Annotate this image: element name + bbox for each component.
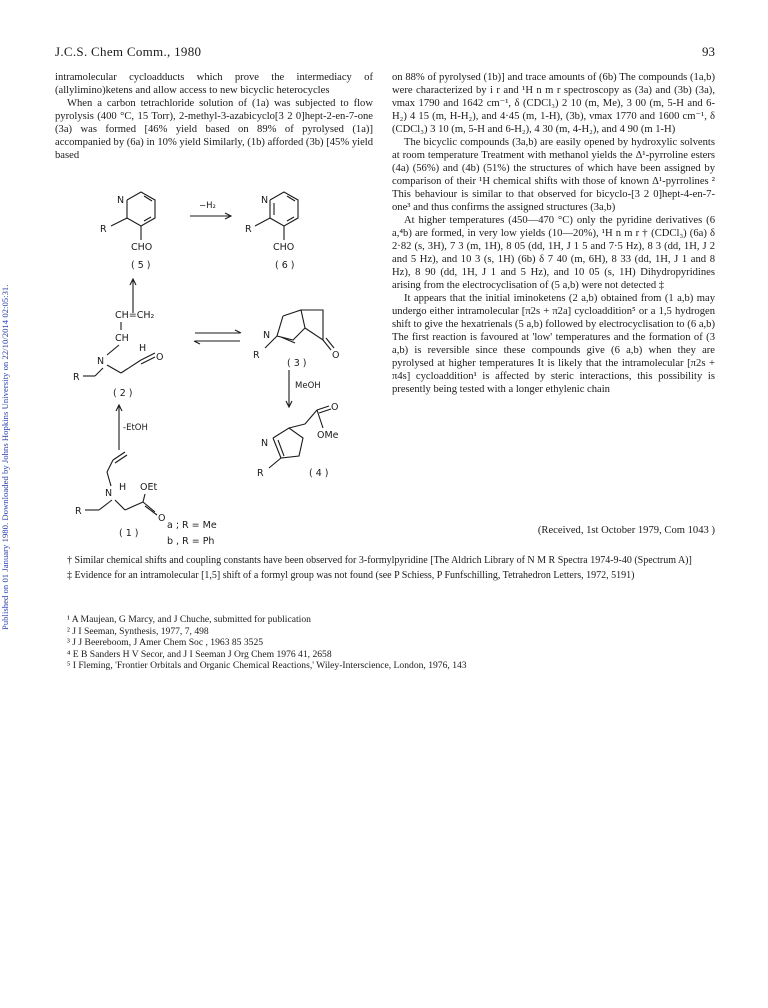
- cho-group: CHO: [273, 242, 295, 253]
- paragraph: intramolecular cycloadducts which prove the intermediacy of (allylimino)ketens and allow access to new bicyclic heterocycles: [55, 72, 373, 96]
- compound-6-label: ( 6 ): [275, 260, 295, 271]
- left-column: [55, 71, 373, 162]
- compound-5: [100, 192, 155, 271]
- minus-h2-label: −H₂: [199, 201, 216, 211]
- compound-2-label: ( 2 ): [113, 388, 133, 399]
- paragraph: At higher temperatures (450—470 °C) only the pyridine derivatives (6 a,⁴b) are formed, in very low yields (10—20%), ¹H n m r † (CDCl₃) (6a) δ 2·82 (s, 3H), 7 3 (m, 1H), 8 05 (dd, 1H, J 1 5 and 7·5 Hz), 8 3 (dd, 1H, J 2 and 5 Hz), and 10 3 (s, 1H) (6b) δ 7 40 (m, 6H), 8 33 (dd, 1H, J 1 and 8 Hz), 8 90 (dd, 1H, J 1 and 5 Hz), and 10 05 (s, 1H) Dihydropyridines arising from the electrocyclisation of (5 a,b) were not detected ‡: [392, 215, 715, 291]
- cho-group: CHO: [131, 242, 153, 253]
- paragraph: The bicyclic compounds (3a,b) are easily opened by hydroxylic solvents at room temperature Treatment with methanol yields the Δ¹-pyrroline esters (4a) (56%) and (4b) (51%) the structures of which have been assigned by comparison of their ¹H chemical shifts with those of known Δ¹-pyrrolines ² This behaviour is similar to that observed for bicyclo-[3 2 0]hept-4-en-7-one³ and thus confirms the assigned structures (3a,b): [392, 137, 715, 213]
- ch-eq-ch2: CH=CH₂: [115, 310, 155, 321]
- r-group: R: [245, 224, 252, 235]
- minus-etoh-label: -EtOH: [123, 423, 148, 433]
- received-date: (Received, 1st October 1979, Com 1043 ): [537, 525, 715, 536]
- footnotes: [55, 555, 715, 585]
- h-atom: H: [119, 482, 127, 493]
- substituent-b: b , R = Ph: [167, 536, 215, 547]
- n-atom: N: [261, 195, 269, 206]
- r-group: R: [100, 224, 107, 235]
- download-notice: Published on 01 January 1980. Downloaded by Johns Hopkins University on 22/10/2014 02:05:31.: [0, 284, 10, 630]
- compound-4-label: ( 4 ): [309, 468, 329, 479]
- r-group: R: [75, 506, 82, 517]
- reference-item: ² J I Seeman, Synthesis, 1977, 7, 498: [67, 625, 209, 637]
- paragraph: on 88% of pyrolysed (1b)] and trace amounts of (6b) The compounds (1a,b) were characterized by i r and ¹H n m r spectroscopy as (3a) and (3b) (3a), νmax 1790 and 1642 cm⁻¹, δ (CDCl₃) 2 10 (m, Me), 3 00 (m, 5-H and 6-H₂) 4 15 (m, H-H₂), and 4·45 (m, 1-H), (3b), νmax 1770 and 1600 cm⁻¹, δ (CDCl₃) 3 10 (m, 5-H and 6-H₂), 4 30 (m, 4-H₂), and 4 90 (m 1-H): [392, 72, 715, 135]
- reference-item: ¹ A Maujean, G Marcy, and J Chuche, submitted for publication: [67, 614, 311, 625]
- o-atom: O: [332, 350, 340, 361]
- compound-5-label: ( 5 ): [131, 260, 151, 271]
- o-atom: O: [156, 352, 164, 363]
- reference-item: ³ J J Beereboom, J Amer Chem Soc , 1963 85 3525: [67, 637, 264, 649]
- compound-4: [257, 402, 339, 479]
- right-column: [392, 71, 715, 396]
- journal-title: J.C.S. Chem Comm., 1980: [55, 44, 202, 59]
- paragraph: When a carbon tetrachloride solution of (1a) was subjected to flow pyrolysis (400 °C, 15 Torr), 2-methyl-3-azabicyclo[3 2 0]hept-2-en-7-one (3a) was formed [46% yield based on 89% of pyrolysed (1a)] accompanied by (6a) in 10% yield Similarly, (1b) afforded (3b) [45% yield based: [55, 98, 374, 161]
- r-group: R: [73, 372, 80, 383]
- compound-6: [245, 192, 298, 271]
- n-atom: N: [105, 488, 113, 499]
- o-atom: O: [158, 513, 166, 524]
- page-header: [55, 44, 715, 60]
- r-group: R: [253, 350, 260, 361]
- compound-2: [73, 310, 163, 399]
- compound-3: [253, 310, 339, 369]
- n-atom: N: [263, 330, 271, 341]
- n-atom: N: [97, 356, 105, 367]
- o-atom: O: [331, 402, 339, 413]
- compound-1: [75, 452, 165, 539]
- r-group: R: [257, 468, 264, 479]
- h-atom: H: [139, 343, 147, 354]
- compound-1-label: ( 1 ): [119, 528, 139, 539]
- paragraph: It appears that the initial iminoketens (2 a,b) obtained from (1 a,b) may undergo either intramolecular [π2s + π2a] cycloaddition⁵ or a 1,5 hydrogen shift to give the hexatrienals (5 a,b) followed by electrocyclisation to (6 a,b) The first reaction is favoured at 'low' temperatures and the formation of (3 a,b) is reversible since these compounds give (6 a,b) when they are pyrolysed at higher temperatures It is likely that the intramolecular [π2s + π4s] cycloaddition¹ is affected by steric interactions, this possibility is presently being tested with a longer ethylenic chain: [392, 293, 715, 395]
- footnote: † Similar chemical shifts and coupling constants have been observed for 3-formylpyridine [The Aldrich Library of N M R Spectra 1974-9-40 (Spectrum A)]: [67, 555, 692, 566]
- reference-item: ⁴ E B Sanders H V Secor, and J I Seeman J Org Chem 1976 41, 2658: [67, 648, 332, 660]
- substituent-a: a ; R = Me: [167, 520, 217, 531]
- reaction-scheme: [55, 188, 375, 548]
- compound-3-label: ( 3 ): [287, 358, 307, 369]
- n-atom: N: [261, 438, 269, 449]
- ch-group: CH: [115, 333, 129, 344]
- scheme-svg: [55, 188, 375, 548]
- meoh-label: MeOH: [295, 381, 321, 391]
- ome-group: OMe: [317, 430, 339, 441]
- page-number: 93: [702, 44, 715, 59]
- footnote: ‡ Evidence for an intramolecular [1,5] shift of a formyl group was not found (see P Schiess, P Funfschilling, Tetrahedron Letters, 1972, 5191): [67, 570, 635, 581]
- n-atom: N: [117, 195, 125, 206]
- references: [55, 614, 715, 672]
- oet-group: OEt: [140, 482, 158, 493]
- reference-item: ⁵ I Fleming, 'Frontier Orbitals and Organic Chemical Reactions,' Wiley-Interscience, London, 1976, 143: [67, 660, 467, 672]
